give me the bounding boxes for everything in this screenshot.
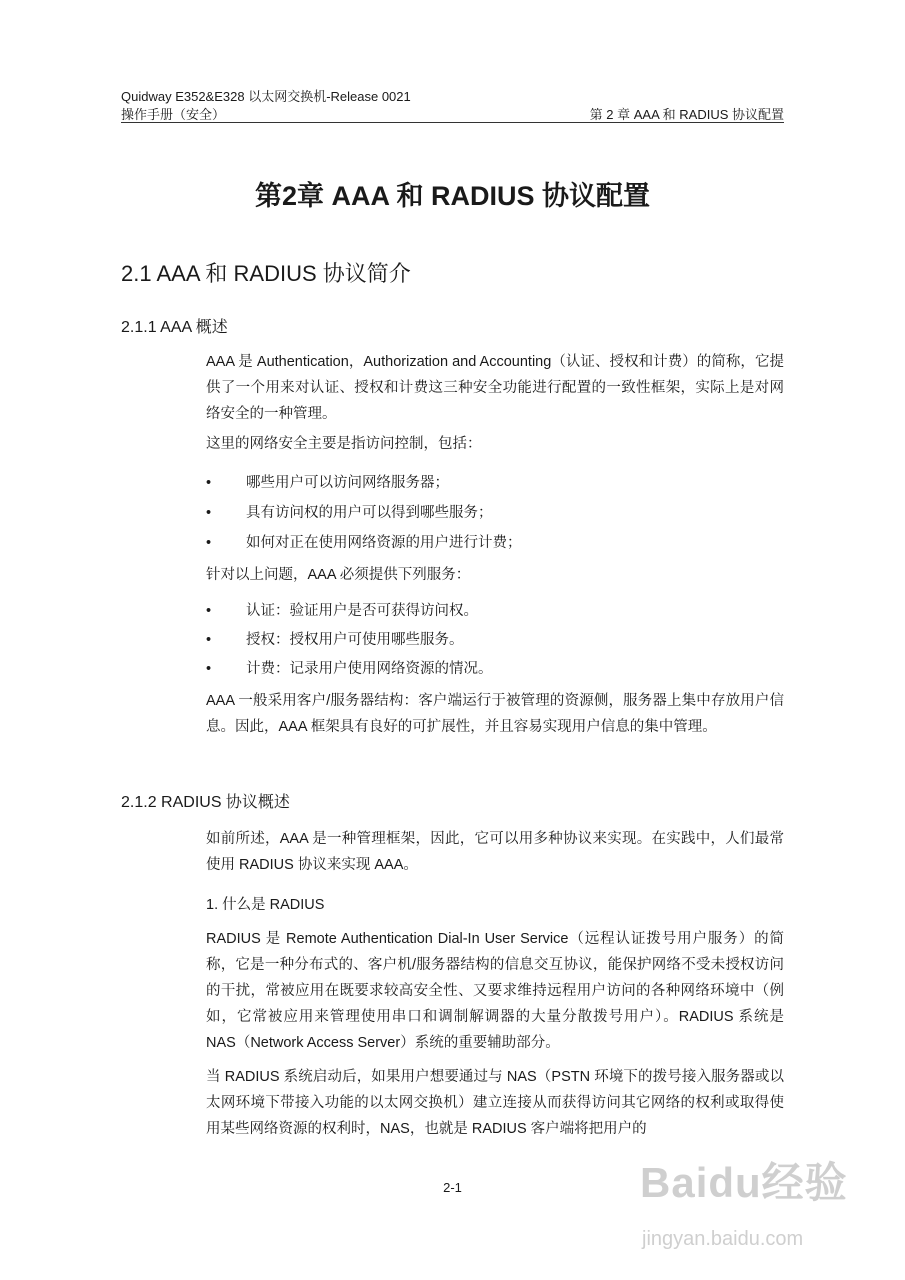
page-number: 2-1 — [443, 1180, 462, 1195]
paragraph-radius-startup: 当 RADIUS 系统启动后，如果用户想要通过与 NAS（PSTN 环境下的拨号接入服务器或以太网环境下带接入功能的以太网交换机）建立连接从而获得访问其它网络的权利或取得使用某些网络资源的权利时，NAS，也就是 RADIUS 客户端将把用户的 — [206, 1069, 784, 1137]
list-item: • 授权：授权用户可使用哪些服务。 — [206, 627, 464, 653]
bullet-icon: • — [206, 603, 212, 619]
paragraph-radius-definition: RADIUS 是 Remote Authentication Dial-In User Service（远程认证拨号用户服务）的简称，它是一种分布式的、客户机/服务器结构的信息交互协议，能保护网络不受未授权访问的干扰，常被应用在既要求较高安全性、又要求维持远程用户访问的各种网络环境中（例如，它常被应用来管理使用串口和调制解调器的大量分散拨号用户）。RADIUS 系统是 NAS（Network Access Server）系统的重要辅助部分。 — [206, 931, 784, 1051]
list-item: • 具有访问权的用户可以得到哪些服务； — [206, 500, 493, 526]
bullet-icon: • — [206, 632, 212, 648]
list-item: • 哪些用户可以访问网络服务器； — [206, 470, 449, 496]
heading-what-is-radius: 1. 什么是 RADIUS — [206, 897, 325, 913]
paragraph-services: 针对以上问题，AAA 必须提供下列服务： — [206, 567, 471, 583]
bullet-icon: • — [206, 475, 212, 491]
header-manual: 操作手册（安全） — [121, 107, 226, 122]
paragraph-radius-intro: 如前所述，AAA 是一种管理框架，因此，它可以用多种协议来实现。在实践中，人们最常使用 RADIUS 协议来实现 AAA。 — [206, 831, 784, 873]
paragraph-access-control: 这里的网络安全主要是指访问控制，包括： — [206, 436, 482, 452]
bullet-icon: • — [206, 535, 212, 551]
header-chapter-ref: 第 2 章 AAA 和 RADIUS 协议配置 — [589, 107, 784, 122]
bullet-icon: • — [206, 505, 212, 521]
watermark-url: jingyan.baidu.com — [642, 1228, 804, 1250]
list-item: • 如何对正在使用网络资源的用户进行计费； — [206, 530, 522, 556]
watermark-logo: Baidu经验 — [640, 1159, 848, 1206]
paragraph-aaa-structure: AAA 一般采用客户/服务器结构：客户端运行于被管理的资源侧，服务器上集中存放用户信息。因此，AAA 框架具有良好的可扩展性，并且容易实现用户信息的集中管理。 — [206, 693, 784, 735]
subsection-title-radius: 2.1.2 RADIUS 协议概述 — [121, 794, 290, 811]
bullet-icon: • — [206, 661, 212, 677]
header-divider — [121, 122, 784, 123]
list-item: • 认证：验证用户是否可获得访问权。 — [206, 598, 478, 624]
chapter-title: 第2章 AAA 和 RADIUS 协议配置 — [254, 181, 651, 211]
header-product: Quidway E352&E328 以太网交换机-Release 0021 — [121, 89, 411, 104]
paragraph-aaa-intro: AAA 是 Authentication，Authorization and Accounting（认证、授权和计费）的简称，它提供了一个用来对认证、授权和计费这三种安全功能进行配置的一致性框架，实际上是对网络安全的一种管理。 — [206, 354, 784, 422]
list-item: • 计费：记录用户使用网络资源的情况。 — [206, 656, 493, 682]
section-title: 2.1 AAA 和 RADIUS 协议简介 — [121, 261, 411, 286]
baidu-watermark — [640, 1150, 870, 1270]
subsection-title-aaa: 2.1.1 AAA 概述 — [121, 319, 228, 336]
